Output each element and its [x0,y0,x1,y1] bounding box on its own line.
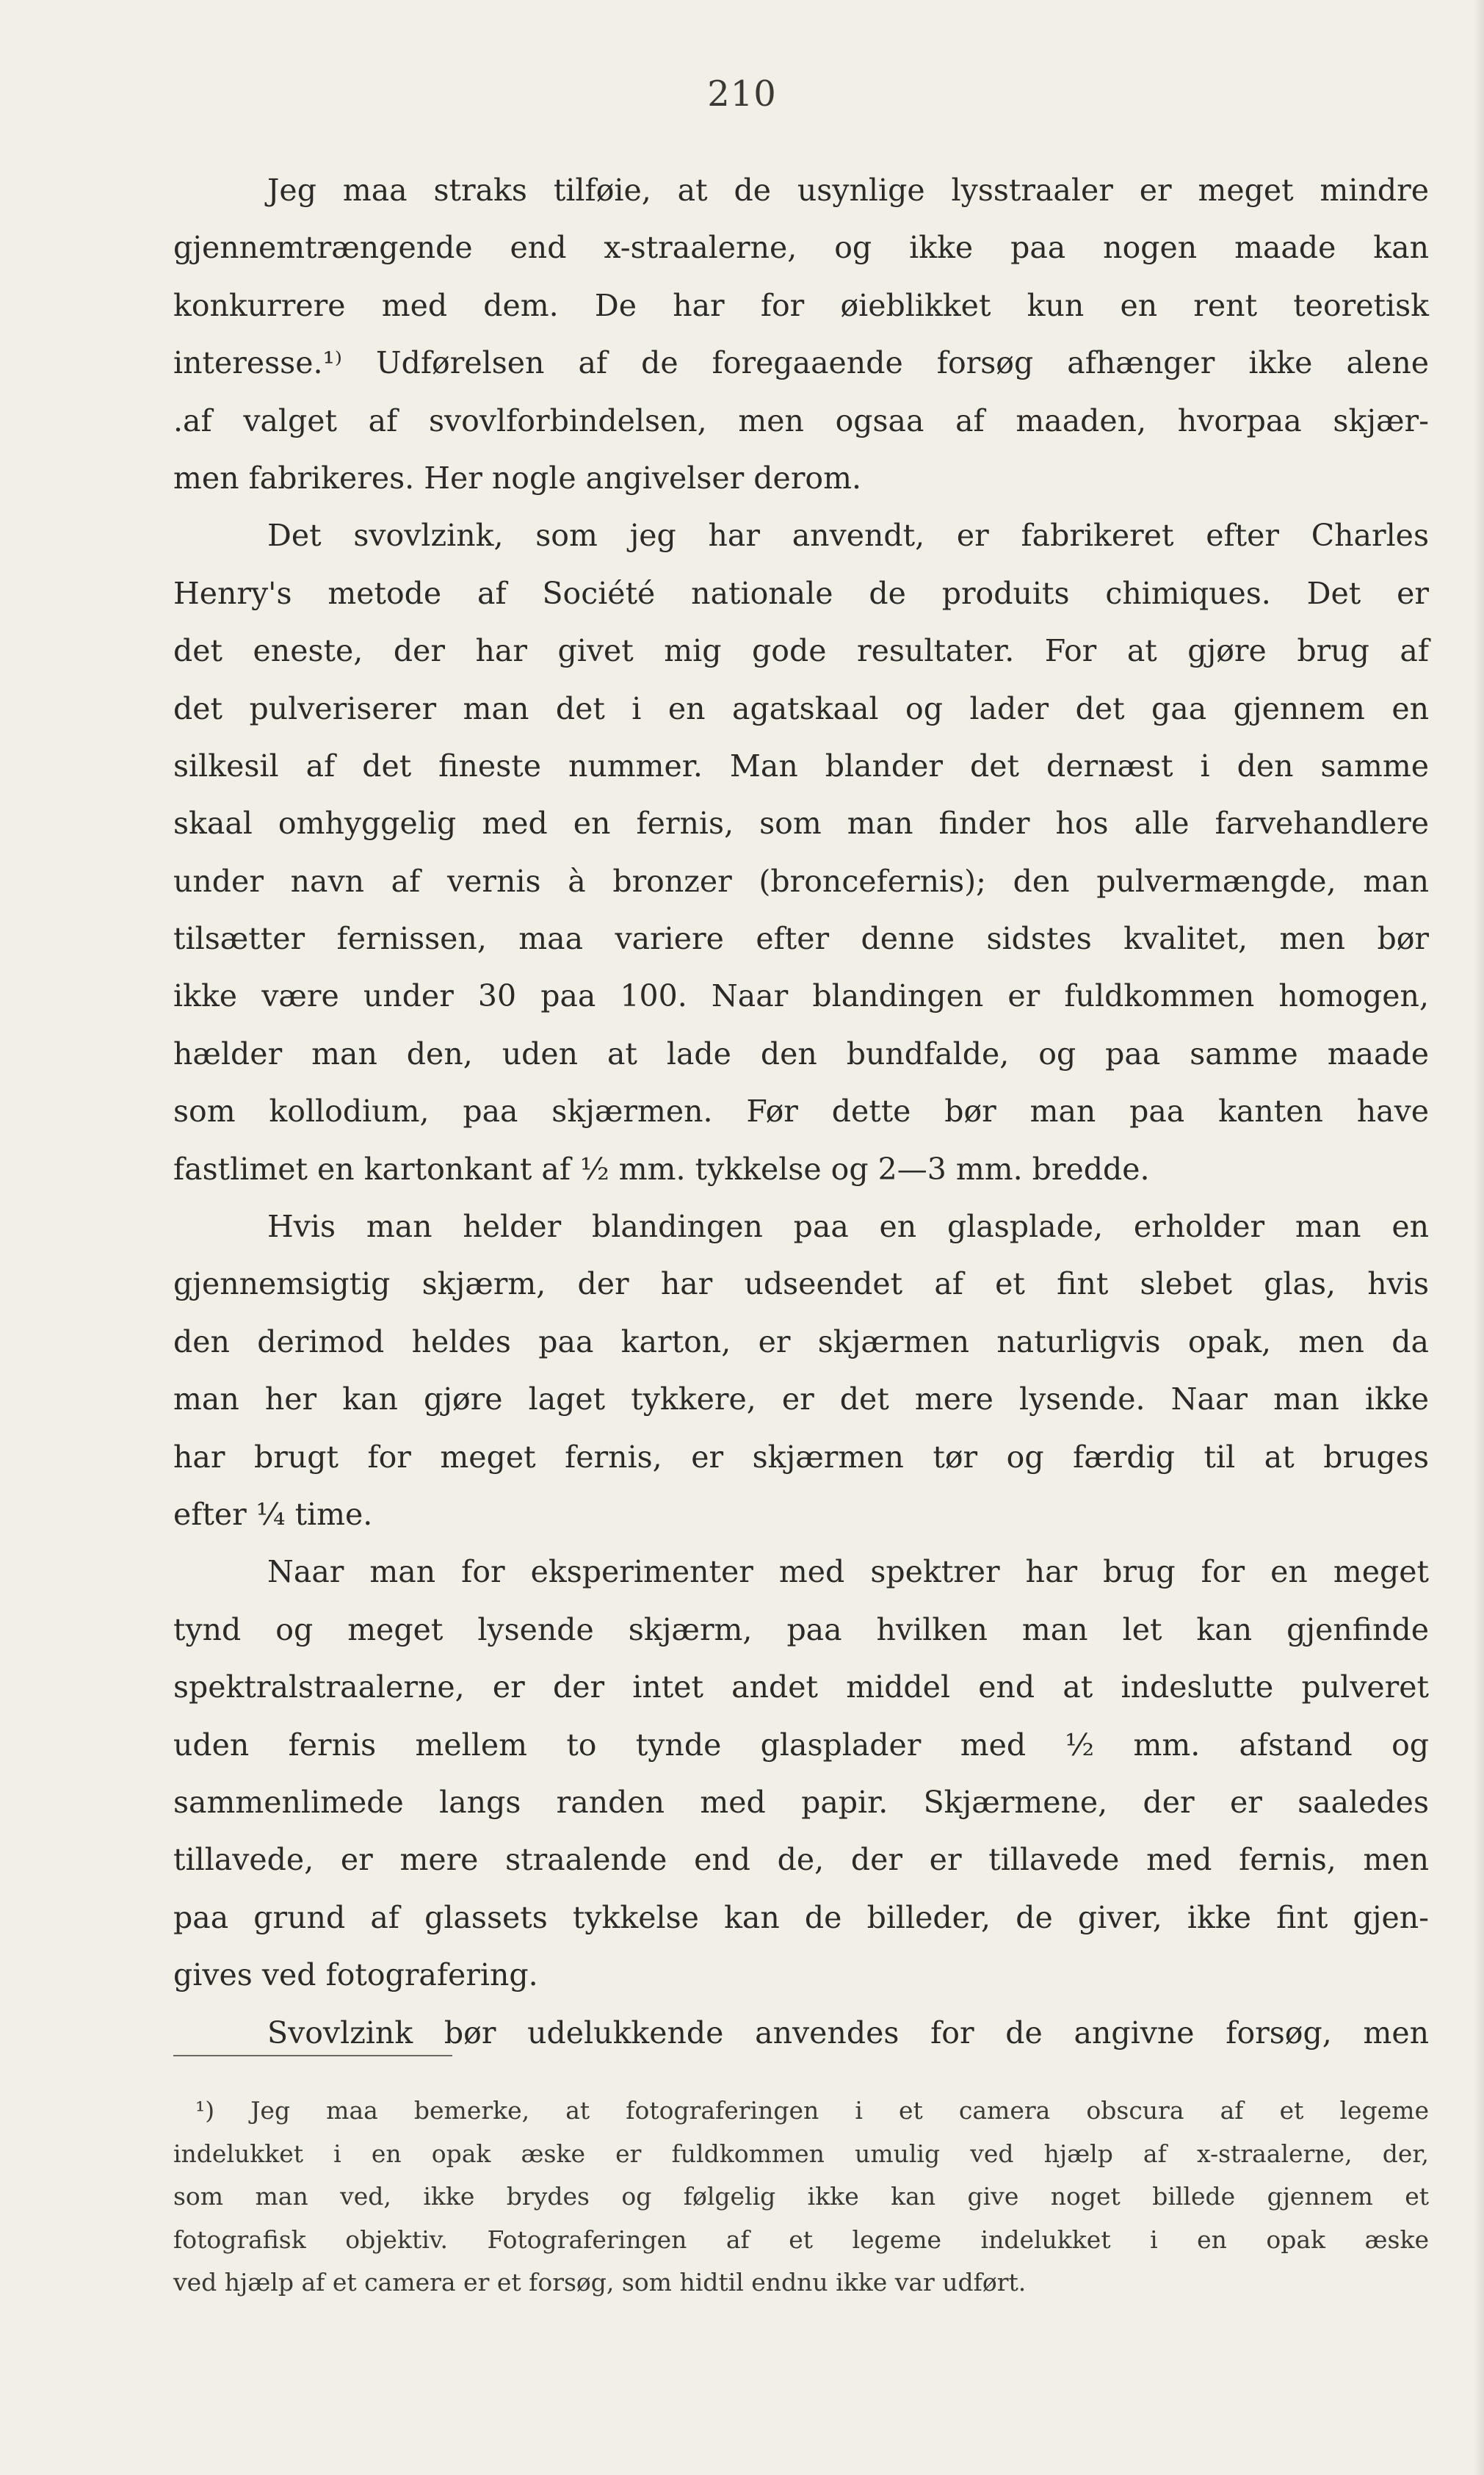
text-line: skaal omhyggelig med en fernis, som man finder hos alle farvehandlere [173,806,1429,842]
page-number: 210 [707,73,777,115]
footnote-line: indelukket i en opak æske er fuldkommen umulig ved hjælp af x-straalerne, der, [173,2139,1429,2168]
body-text [173,162,1429,2062]
text-line: tynd og meget lysende skjærm, paa hvilken man let kan gjenfinde [173,1611,1429,1647]
page-edge-shadow [1474,0,1484,2475]
text-line: hælder man den, uden at lade den bundfalde, og paa samme maade [173,1036,1429,1072]
text-line: efter ¼ time. [173,1496,373,1532]
footnote-line: ¹) Jeg maa bemerke, at fotograferingen i et camera obscura af et legeme [195,2096,1429,2125]
text-line: Jeg maa straks tilføie, at de usynlige lysstraaler er meget mindre [267,173,1429,208]
text-line: Henry's metode af Société nationale de produits chimiques. Det er [173,575,1429,611]
text-line: interesse.¹⁾ Udførelsen af de foregaaende forsøg afhænger ikke alene [173,345,1429,381]
text-line: man her kan gjøre laget tykkere, er det mere lysende. Naar man ikke [173,1381,1429,1417]
text-line: gjennemtrængende end x-straalerne, og ikke paa nogen maade kan [173,230,1429,266]
text-line: sammenlimede langs randen med papir. Skjærmene, der er saaledes [173,1784,1429,1820]
text-line: gjennemsigtig skjærm, der har udseendet af et fint slebet glas, hvis [173,1266,1429,1302]
text-line: paa grund af glassets tykkelse kan de billeder, de giver, ikke fint gjen- [173,1899,1429,1935]
footnote-line: fotografisk objektiv. Fotograferingen af et legeme indelukket i en opak æske [173,2225,1429,2254]
footnote-divider [173,2055,452,2056]
text-line: har brugt for meget fernis, er skjærmen tør og færdig til at bruges [173,1439,1429,1475]
footnote-line: som man ved, ikke brydes og følgelig ikke kan give noget billede gjennem et [173,2182,1429,2211]
text-line: ikke være under 30 paa 100. Naar blandingen er fuldkommen homogen, [173,978,1429,1014]
text-line: silkesil af det fineste nummer. Man blander det dernæst i den samme [173,748,1429,784]
text-line: Naar man for eksperimenter med spektrer har brug for en meget [267,1554,1429,1590]
text-line: uden fernis mellem to tynde glasplader med ½ mm. afstand og [173,1727,1429,1763]
text-line: under navn af vernis à bronzer (broncefernis); den pulvermængde, man [173,863,1429,899]
footnote [173,2089,1429,2305]
text-line: Det svovlzink, som jeg har anvendt, er fabrikeret efter Charles [267,518,1429,554]
text-line: tillavede, er mere straalende end de, der er tillavede med fernis, men [173,1842,1429,1878]
text-line: som kollodium, paa skjærmen. Før dette bør man paa kanten have [173,1094,1429,1130]
text-line: det pulveriserer man det i en agatskaal og lader det gaa gjennem en [173,690,1429,726]
text-line: fastlimet en kartonkant af ½ mm. tykkelse og 2—3 mm. bredde. [173,1151,1150,1187]
text-line: det eneste, der har givet mig gode resultater. For at gjøre brug af [173,633,1429,669]
text-line: .af valget af svovlforbindelsen, men ogsaa af maaden, hvorpaa skjær- [173,402,1429,438]
text-line: men fabrikeres. Her nogle angivelser derom. [173,460,862,496]
text-line: spektralstraalerne, er der intet andet middel end at indeslutte pulveret [173,1669,1429,1705]
text-line: Svovlzink bør udelukkende anvendes for de angivne forsøg, men [267,2015,1429,2051]
text-line: den derimod heldes paa karton, er skjærmen naturligvis opak, men da [173,1323,1429,1359]
footnote-line: ved hjælp af et camera er et forsøg, som hidtil endnu ikke var udført. [173,2268,1027,2297]
text-line: tilsætter fernissen, maa variere efter denne sidstes kvalitet, men bør [173,921,1429,957]
text-line: konkurrere med dem. De har for øieblikket kun en rent teoretisk [173,287,1429,323]
text-line: gives ved fotografering. [173,1957,538,1993]
text-line: Hvis man helder blandingen paa en glasplade, erholder man en [267,1209,1429,1245]
